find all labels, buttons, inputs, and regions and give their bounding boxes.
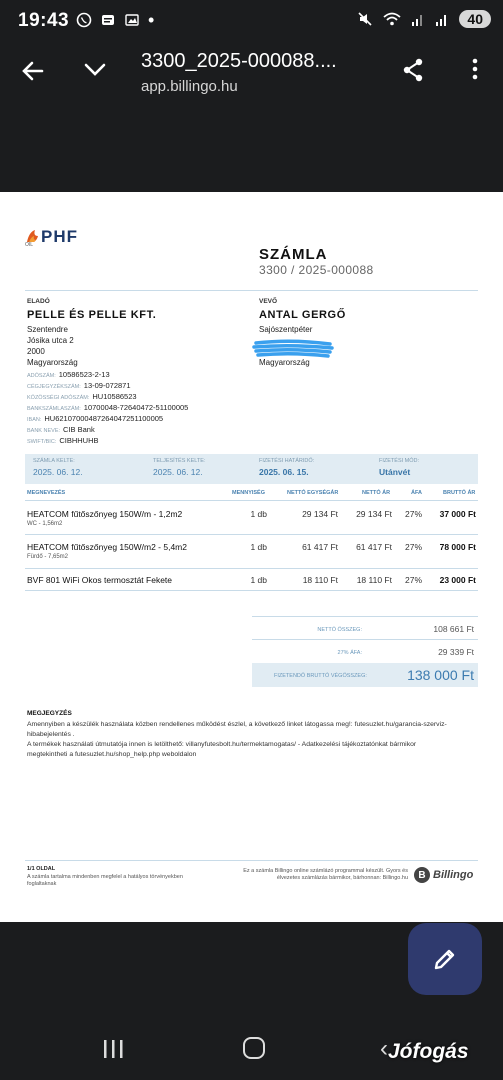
edit-button[interactable] [408, 923, 482, 995]
back-arrow-icon[interactable] [20, 58, 46, 84]
item-unit-net: 29 134 Ft [302, 509, 338, 519]
jofogas-watermark: Jófogás [388, 1040, 469, 1063]
net-total-value: 108 661 Ft [433, 624, 474, 634]
col-header-gross: BRUTTÓ ÁR [443, 490, 476, 496]
item-vat: 27% [404, 542, 422, 552]
buyer-label: VEVŐ [259, 298, 278, 305]
note-line: Amennyiben a készülék használata közben rendellenes működést észlel, a következő linket látogassa meg!: futesuzlet.hu/garancia-szerviz- [27, 721, 447, 728]
fulfillment-date: TELJESÍTÉS KELTE: 2025. 06. 12. [153, 458, 206, 477]
item-name: HEATCOM fűtőszőnyeg 150W/m - 1,2m2 [27, 509, 183, 519]
address-line: Magyarország [259, 358, 310, 367]
message-icon [100, 12, 116, 28]
col-header-vat: ÁFA [411, 490, 422, 496]
divider [25, 590, 478, 591]
divider [252, 616, 478, 617]
seller-tax-number: ADÓSZÁM: 10586523-2-13 [27, 370, 110, 379]
recent-apps-icon[interactable] [102, 1038, 124, 1060]
battery-indicator: 40 [459, 10, 491, 28]
item-gross: 78 000 Ft [439, 542, 476, 552]
billingo-logo [414, 867, 473, 883]
dates-band [25, 454, 478, 484]
seller-bank-account: BANKSZÁMLASZÁM: 10700048-72640472-51100005 [27, 403, 189, 412]
grand-total-label: FIZETENDŐ BRUTTÓ VÉGÖSSZEG: [274, 673, 367, 679]
note-heading: MEGJEGYZÉS [27, 710, 72, 717]
nav-back-icon[interactable]: ‹ [380, 1035, 388, 1062]
item-note: Fürdő - 7,65m2 [27, 554, 69, 560]
buyer-name: ANTAL GERGŐ [259, 309, 346, 321]
item-net: 61 417 Ft [356, 542, 392, 552]
invoice-document [0, 192, 503, 922]
seller-address [27, 324, 78, 368]
pencil-icon [432, 946, 458, 972]
billingo-text: Billingo [433, 869, 474, 881]
item-vat: 27% [404, 575, 422, 585]
seller-swift: SWIFT/BIC: CIBHHUHB [27, 436, 99, 445]
item-gross: 23 000 Ft [439, 575, 476, 585]
col-header-name: MEGNEVEZÉS [27, 490, 66, 496]
divider [25, 860, 478, 861]
item-gross: 37 000 Ft [439, 509, 476, 519]
item-name: HEATCOM fűtőszőnyeg 150W/m2 - 5,4m2 [27, 542, 187, 552]
viber-icon [76, 12, 92, 28]
divider [25, 568, 478, 569]
seller-eu-vat: KÖZÖSSÉGI ADÓSZÁM: HU10586523 [27, 392, 137, 401]
logo-sub: OIL [25, 242, 34, 248]
note-line: megtekintheti a futesuzlet.hu/shop_help.php weboldalon [27, 751, 197, 758]
status-bar [0, 0, 503, 44]
redaction-scribble [252, 339, 334, 361]
col-header-qty: MENNYISÉG [232, 490, 266, 496]
grand-total-value: 138 000 Ft [407, 667, 474, 683]
col-header-unit-net: NETTÓ EGYSÉGÁR [287, 490, 339, 496]
item-vat: 27% [404, 509, 422, 519]
page-url[interactable]: app.billingo.hu [141, 78, 238, 95]
item-qty: 1 db [250, 509, 267, 519]
wifi-icon [383, 11, 401, 27]
net-total-label: NETTÓ ÖSSZEG: [317, 627, 362, 633]
notification-icons [76, 12, 154, 28]
browser-header [0, 44, 503, 106]
clock: 19:43 [18, 10, 70, 31]
page-counter: 1/1 OLDAL [27, 866, 56, 872]
seller-iban: IBAN: HU62107000487264047251100005 [27, 414, 164, 423]
home-icon[interactable] [243, 1037, 265, 1059]
more-options-icon[interactable] [471, 56, 479, 82]
logo-text: PHF [41, 227, 78, 246]
divider [252, 639, 478, 640]
vat-total-label: 27% ÁFA: [337, 650, 362, 656]
payment-method: FIZETÉSI MÓD: Utánvét [379, 458, 420, 477]
item-unit-net: 61 417 Ft [302, 542, 338, 552]
grand-total [252, 663, 478, 687]
item-unit-net: 18 110 Ft [302, 575, 338, 585]
signal-icon-2 [435, 11, 449, 27]
divider [25, 534, 478, 535]
invoice-title: SZÁMLA [259, 246, 328, 263]
signal-icon-1 [411, 11, 425, 27]
page-title[interactable]: 3300_2025-000088.... [141, 50, 337, 72]
item-qty: 1 db [250, 575, 267, 585]
gallery-icon [124, 12, 140, 28]
note-line: A termékek használati útmutatója innen is letölthető: villanyfutesbolt.hu/termektamogatas/ - Adatkezelési tájékoztatónkat bármikor [27, 741, 417, 748]
share-icon[interactable] [401, 57, 425, 83]
legal-note: A számla tartalma mindenben megfelel a hatályos törvényekben foglaltaknak [27, 874, 183, 887]
dot-icon: • [148, 10, 155, 30]
item-qty: 1 db [250, 542, 267, 552]
address-line: Szentendre [27, 325, 68, 334]
seller-bank-name: BANK NEVE: CIB Bank [27, 425, 95, 434]
divider [25, 290, 478, 291]
company-logo [25, 228, 103, 248]
seller-company-reg: CÉGJEGYZÉKSZÁM: 13-09-072871 [27, 381, 131, 390]
item-net: 29 134 Ft [356, 509, 392, 519]
made-with-note: Ez a számla Billingo online számlázó programmal készült. Gyors és élvezetes számlázás bármikor, bárhonnan: Billingo.hu [243, 868, 408, 881]
due-date: FIZETÉSI HATÁRIDŐ: 2025. 06. 15. [259, 458, 315, 477]
item-name: BVF 801 WiFi Okos termosztát Fekete [27, 575, 173, 585]
divider [25, 500, 478, 501]
invoice-number: 3300 / 2025-000088 [259, 263, 374, 277]
mute-icon [357, 11, 373, 27]
seller-name: PELLE ÉS PELLE KFT. [27, 309, 157, 321]
item-note: WC - 1,56m2 [27, 521, 63, 527]
chevron-down-icon[interactable] [82, 56, 108, 82]
address-line: 2000 [27, 347, 45, 356]
address-line: Jósika utca 2 [27, 336, 74, 345]
system-icons [357, 10, 491, 28]
vat-total-value: 29 339 Ft [438, 647, 474, 657]
seller-label: ELADÓ [27, 298, 50, 305]
item-net: 18 110 Ft [356, 575, 392, 585]
invoice-date: SZÁMLA KELTE: 2025. 06. 12. [33, 458, 83, 477]
billingo-b-icon: B [414, 867, 430, 883]
note-line: hibabejelentés . [27, 731, 75, 738]
address-line: Magyarország [27, 358, 78, 367]
address-line: Sajószentpéter [259, 325, 313, 334]
col-header-net: NETTÓ ÁR [362, 490, 391, 496]
